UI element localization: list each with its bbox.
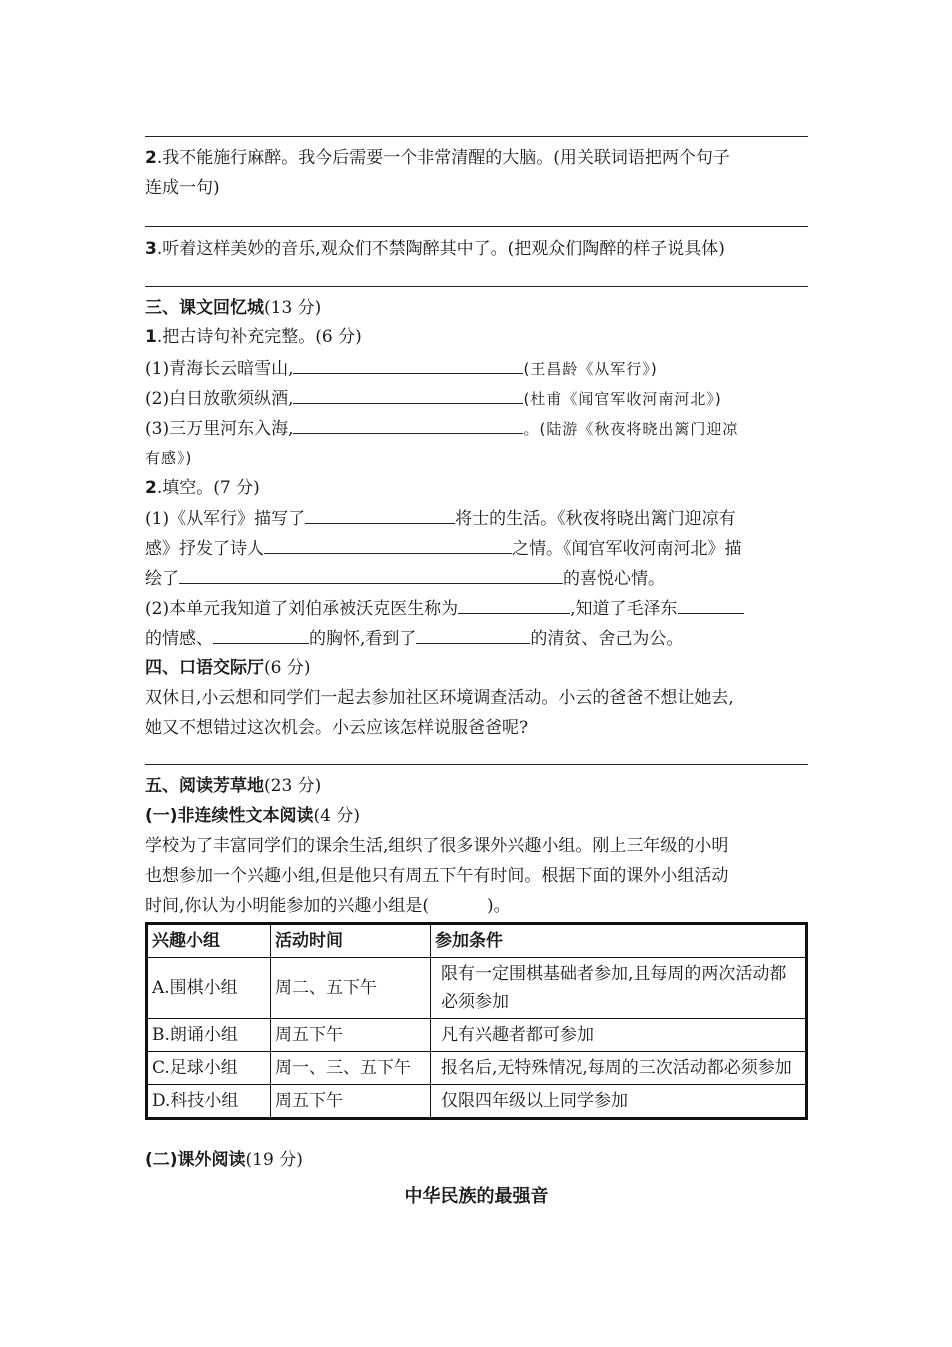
section-4-heading: 四、口语交际厅(6 分) bbox=[145, 658, 311, 678]
table-cell: D.科技小组 bbox=[147, 1085, 271, 1119]
answer-line bbox=[145, 286, 808, 287]
sec5-paragraph-1: 学校为了丰富同学们的课余生活,组织了很多课外兴趣小组。刚上三年级的小明 bbox=[145, 836, 729, 856]
blank[interactable] bbox=[293, 416, 523, 434]
article-title: 中华民族的最强音 bbox=[404, 1186, 549, 1207]
blank[interactable] bbox=[213, 626, 309, 644]
interest-group-table bbox=[145, 922, 808, 1120]
blank[interactable] bbox=[678, 596, 744, 614]
part-1-heading: (一)非连续性文本阅读(4 分) bbox=[145, 806, 361, 826]
part-2-heading: (二)课外阅读(19 分) bbox=[145, 1150, 303, 1170]
table-cell: 周一、三、五下午 bbox=[271, 1052, 431, 1085]
table-cell: 仅限四年级以上同学参加 bbox=[431, 1085, 807, 1119]
sec4-paragraph-1: 双休日,小云想和同学们一起去参加社区环境调查活动。小云的爸爸不想让她去, bbox=[145, 688, 734, 708]
section-5-heading: 五、阅读芳草地(23 分) bbox=[145, 776, 322, 796]
table-header-cell: 活动时间 bbox=[271, 924, 431, 958]
fill-2-line-2: 的情感、 的胸怀,看到了 的清贫、舍己为公。 bbox=[145, 626, 683, 651]
table-cell: 周二、五下午 bbox=[271, 958, 431, 1019]
blank[interactable] bbox=[458, 596, 570, 614]
q3-text: 3.听着这样美妙的音乐,观众们不禁陶醉其中了。(把观众们陶醉的样子说具体) bbox=[145, 239, 725, 259]
sec4-paragraph-2: 她又不想错过这次机会。小云应该怎样说服爸爸呢? bbox=[145, 718, 529, 738]
blank[interactable] bbox=[179, 566, 563, 584]
sec5-paragraph-3: 时间,你认为小明能参加的兴趣小组是( )。 bbox=[145, 896, 511, 916]
sec3-q2: 2.填空。(7 分) bbox=[145, 478, 260, 498]
table-cell: 凡有兴趣者都可参加 bbox=[431, 1019, 807, 1052]
table-cell: 周五下午 bbox=[271, 1019, 431, 1052]
table-cell: 限有一定围棋基础者参加,且每周的两次活动都必须参加 bbox=[431, 958, 807, 1019]
blank[interactable] bbox=[264, 536, 512, 554]
fill-1-line-2: 感》抒发了诗人 之情。《闻官军收河南河北》描 bbox=[145, 536, 742, 561]
table-cell: C.足球小组 bbox=[147, 1052, 271, 1085]
fill-1-line-3: 绘了 的喜悦心情。 bbox=[145, 566, 665, 591]
table-row bbox=[147, 1085, 807, 1119]
section-3-heading: 三、课文回忆城(13 分) bbox=[145, 298, 322, 318]
table-row bbox=[147, 958, 807, 1019]
table-row bbox=[147, 1052, 807, 1085]
q2-text: 2.我不能施行麻醉。我今后需要一个非常清醒的大脑。(用关联词语把两个句子 bbox=[145, 148, 730, 168]
table-cell: A.围棋小组 bbox=[147, 958, 271, 1019]
poem-line-1: (1)青海长云暗雪山, (王昌龄《从军行》) bbox=[145, 356, 658, 381]
table-cell: 周五下午 bbox=[271, 1085, 431, 1119]
table-row bbox=[147, 1019, 807, 1052]
blank[interactable] bbox=[293, 386, 523, 404]
fill-1-line-1: (1)《从军行》描写了 将士的生活。《秋夜将晓出篱门迎凉有 bbox=[145, 506, 736, 531]
table-cell: B.朗诵小组 bbox=[147, 1019, 271, 1052]
answer-line bbox=[145, 136, 808, 137]
poem-line-3-cont: 有感》) bbox=[145, 449, 193, 467]
poem-line-3: (3)三万里河东入海, 。(陆游《秋夜将晓出篱门迎凉 bbox=[145, 416, 738, 441]
table-header-row bbox=[147, 924, 807, 958]
blank[interactable] bbox=[293, 356, 523, 374]
table-header-cell: 参加条件 bbox=[431, 924, 807, 958]
answer-line bbox=[145, 764, 808, 765]
table-header-cell: 兴趣小组 bbox=[147, 924, 271, 958]
q2-text-cont: 连成一句) bbox=[145, 178, 220, 198]
sec3-q1: 1.把古诗句补充完整。(6 分) bbox=[145, 327, 362, 347]
answer-line bbox=[145, 226, 808, 227]
blank[interactable] bbox=[305, 506, 455, 524]
poem-line-2: (2)白日放歌须纵酒, (杜甫《闻官军收河南河北》) bbox=[145, 386, 722, 411]
blank[interactable] bbox=[416, 626, 530, 644]
sec5-paragraph-2: 也想参加一个兴趣小组,但是他只有周五下午有时间。根据下面的课外小组活动 bbox=[145, 866, 729, 886]
table-cell: 报名后,无特殊情况,每周的三次活动都必须参加 bbox=[431, 1052, 807, 1085]
fill-2-line-1: (2)本单元我知道了刘伯承被沃克医生称为 ,知道了毛泽东 bbox=[145, 596, 744, 621]
